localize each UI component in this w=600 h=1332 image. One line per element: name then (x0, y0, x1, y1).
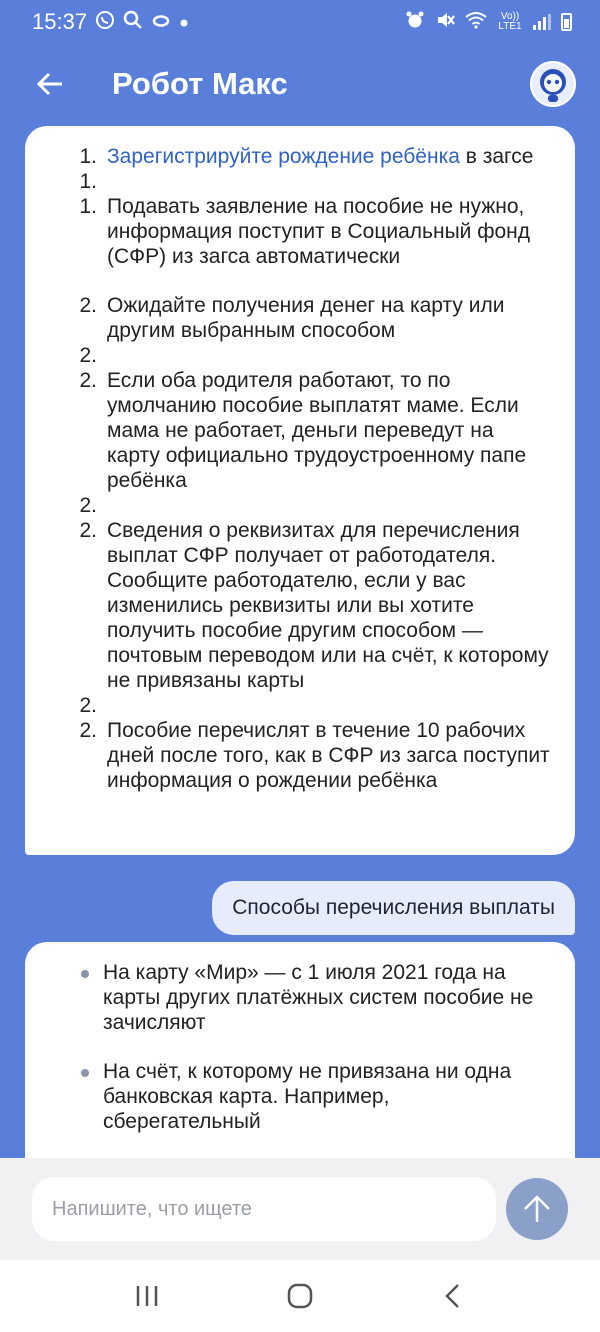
register-birth-link[interactable]: Зарегистрируйте рождение ребёнка (107, 145, 460, 168)
list-item: На карту «Мир» — с 1 июля 2021 года на карты других платёжных систем пособие не зачисляют (67, 960, 551, 1035)
alarm-icon (405, 10, 425, 34)
status-bar (0, 0, 600, 44)
page-title: Робот Макс (112, 66, 288, 101)
list-item: 2. Сведения о реквизитах для перечисления выплат СФР получает от работодателя. Сообщите работодателю, если у вас изменились реквизиты или вы хотите получить пособие другим способом — почтовым переводом или на счёт, к которому не привязаны карты (79, 519, 549, 692)
robot-icon (533, 64, 573, 104)
battery-icon (561, 13, 572, 31)
list-item: На счёт, к которому не привязана ни одна банковская карта. Например, сберегательный (67, 1059, 551, 1134)
list-item: 2. (79, 344, 97, 367)
list-item: 2. Ожидайте получения денег на карту или другим выбранным способом (79, 294, 505, 342)
list-item: 2. (79, 694, 97, 717)
user-message-text: Способы перечисления выплаты (232, 896, 555, 919)
recent-apps-button[interactable] (117, 1271, 177, 1321)
back-arrow-icon[interactable] (30, 64, 70, 104)
back-chevron-icon (443, 1282, 463, 1310)
chat-area[interactable] (0, 124, 600, 1158)
arrow-up-icon (522, 1194, 552, 1224)
list-item: 2. Пособие перечислят в течение 10 рабочих дней после того, как в СФР из загса поступит информация о рождении ребёнка (79, 719, 550, 792)
list-item: 2. (79, 494, 97, 517)
list-item: 1. Зарегистрируйте рождение ребёнка в загсе (79, 145, 534, 168)
network-label: Vo)) LTE1 (498, 11, 522, 32)
home-button[interactable] (270, 1271, 330, 1321)
robot-avatar[interactable] (530, 61, 576, 107)
bot-message (25, 126, 575, 855)
whatsapp-icon (95, 10, 115, 35)
message-input[interactable] (32, 1177, 496, 1241)
dot-icon (179, 12, 189, 33)
bullet-icon (67, 1059, 103, 1134)
user-message (212, 881, 575, 935)
back-button[interactable] (423, 1271, 483, 1321)
bot-message (25, 942, 575, 1158)
link-icon (151, 12, 171, 33)
system-nav-bar (0, 1260, 600, 1332)
recent-apps-icon (133, 1284, 161, 1308)
app-header (0, 44, 600, 124)
send-button[interactable] (506, 1178, 568, 1240)
mute-icon (435, 10, 455, 34)
home-icon (286, 1282, 314, 1310)
list-item: 1. Подавать заявление на пособие не нужно, информация поступит в Социальный фонд (СФР) из загса автоматически (79, 195, 531, 268)
list-item: 2. Если оба родителя работают, то по умолчанию пособие выплатят маме. Если мама не работает, деньги переведут на карту официально трудоустроенному папе ребёнка (79, 369, 527, 492)
status-time: 15:37 (32, 9, 88, 34)
message-input-bar (0, 1158, 600, 1260)
signal-icon (533, 14, 551, 30)
wifi-icon (465, 11, 487, 33)
bullet-icon (67, 960, 103, 1035)
search-icon (123, 10, 143, 35)
list-item: 1. (79, 170, 97, 193)
